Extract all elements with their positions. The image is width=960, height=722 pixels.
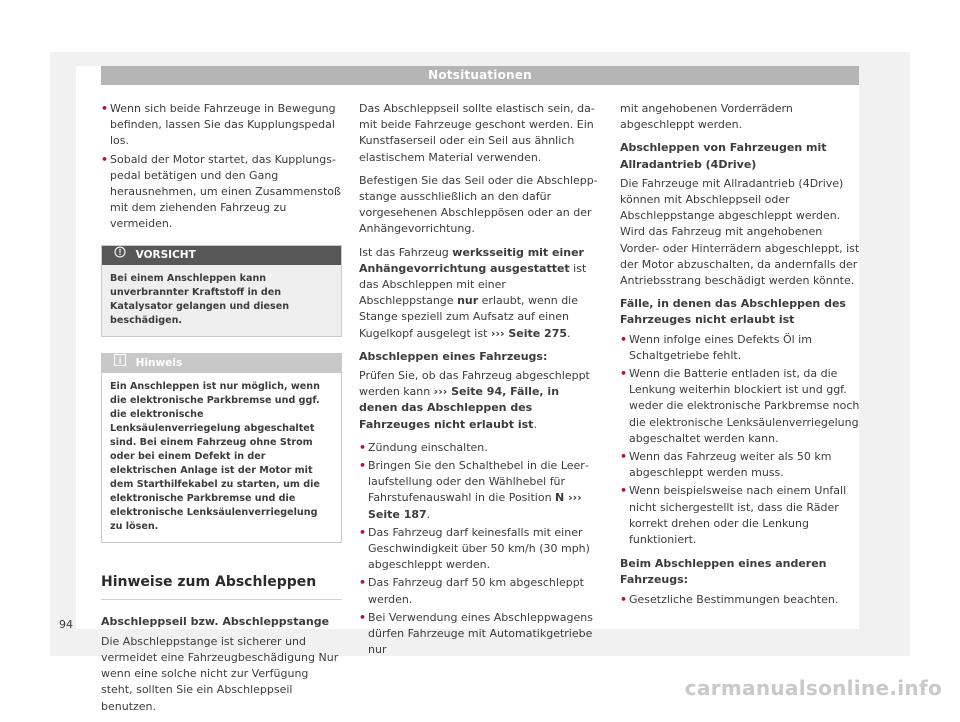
column-2 <box>359 101 600 661</box>
paragraph: Ist das Fahrzeug werksseitig mit einer Anhängevorrichtung ausgestattet ist das Abschleppen mit einer Abschleppstange nur erlaubt, wenn die Stange speziell zum Aufsatz auf einen Kugelkopf ausgelegt ist ››› Seite 275. <box>359 245 587 340</box>
paragraph: Die Abschleppstange ist sicherer und vermeidet eine Fahrzeugbeschädigung Nur wenn eine solche nicht zur Verfügung steht, sollten Sie ein Abschleppseil benutzen. <box>101 634 339 713</box>
list-item: • Zündung einschalten. <box>359 440 600 456</box>
page-reference-link[interactable]: N ››› Seite 187 <box>368 491 582 521</box>
caution-box <box>101 245 342 337</box>
info-icon <box>110 354 130 373</box>
subheading: Beim Abschleppen eines anderen Fahrzeugs: <box>620 557 827 587</box>
hint-text: Ein Anschleppen ist nur möglich, wenn die elektronische Parkbremse und ggf. die elektronische Lenksäulenverriegelung abgeschaltet sind. Bei einem Fahrzeug ohne Strom oder bei einem Defekt in der elektrischen Anlage ist der Motor mit dem Starthilfekabel zu starten, um die elektronische Parkbremse und die elektronische Lenksäulenverriegelung zu lösen. <box>102 373 341 542</box>
subheading: Abschleppseil bzw. Abschleppstange <box>101 614 330 628</box>
bullet-dot-icon: • <box>101 152 109 166</box>
paragraph: Befestigen Sie das Seil oder die Abschleppstange ausschließlich an den dafür vorgesehenen Abschleppösen oder an der Anhängevorrichtung. <box>359 173 598 236</box>
bullet-dot-icon: • <box>359 440 367 454</box>
list-item: • Das Fahrzeug darf keinesfalls mit einer Geschwindigkeit über 50 km/h (30 mph) abgeschleppt werden. <box>359 525 590 572</box>
list-item: • Sobald der Motor startet, das Kupplungspedal betätigen und den Gang herausnehmen, um einen Zusammenstoß mit dem ziehenden Fahrzeug zu vermeiden. <box>101 152 341 231</box>
chapter-header: Notsituationen <box>101 66 859 85</box>
bullet-dot-icon: • <box>359 576 367 590</box>
list-item: • Bei Verwendung eines Abschleppwagens dürfen Fahrzeuge mit Automatikgetriebe nur <box>359 610 593 657</box>
list-item: • Wenn das Fahrzeug weiter als 50 km abgeschleppt werden muss. <box>620 450 832 480</box>
list-item: • Bringen Sie den Schalthebel in die Leerlaufstellung oder den Wählhebel für Fahrstufenauswahl in die Position N ››› Seite 187. <box>359 459 589 521</box>
bullet-dot-icon: • <box>359 525 367 539</box>
hint-box <box>101 353 342 543</box>
hint-header: Hinweis <box>102 354 341 373</box>
bullet-dot-icon: • <box>620 592 628 606</box>
paragraph: Prüfen Sie, ob das Fahrzeug abgeschleppt werden kann ››› Seite 94, Fälle, in denen das Abschleppen des Fahrzeuges nicht erlaubt ist. <box>359 369 590 431</box>
caution-text: Bei einem Anschleppen kann unverbrannter Kraftstoff in den Katalysator gelangen und diesen beschädigen. <box>102 265 341 336</box>
list-item: • Wenn sich beide Fahrzeuge in Bewegung befinden, lassen Sie das Kupplungspedal los. <box>101 102 336 148</box>
bullet-dot-icon: • <box>359 459 367 473</box>
bullet-dot-icon: • <box>620 484 628 498</box>
subheading: Abschleppen eines Fahrzeugs: <box>359 349 548 363</box>
list-item: • Wenn infolge eines Defekts Öl im Schaltgetriebe fehlt. <box>620 332 812 362</box>
list-item: • Gesetzliche Bestimmungen beachten. <box>620 592 861 608</box>
paragraph: Das Abschleppseil sollte elastisch sein, damit beide Fahrzeuge geschont werden. Ein Kunstfaserseil oder ein Seil aus ähnlich elastischem Material verwenden. <box>359 102 595 164</box>
caution-header: VORSICHT <box>102 246 341 265</box>
bullet-dot-icon: • <box>620 450 628 464</box>
column-3 <box>620 101 861 610</box>
section-title: Hinweise zum Abschleppen <box>101 573 342 600</box>
exclamation-circle-icon <box>110 246 130 265</box>
subheading: Abschleppen von Fahrzeugen mit Allradantrieb (4Drive) <box>620 141 827 171</box>
bullet-dot-icon: • <box>101 102 109 115</box>
list-item: • Wenn beispielsweise nach einem Unfall nicht sichergestellt ist, dass die Räder korrekt drehen oder die Lenkung funktioniert. <box>620 484 847 547</box>
paragraph: Die Fahrzeuge mit Allradantrieb (4Drive) können mit Abschleppseil oder Abschleppstange abgeschleppt werden. Wird das Fahrzeug mit angehobenen Vorder- oder Hinterrädern abgeschleppt, ist der Motor abzuschalten, da andernfalls der Antriebsstrang beschädigt werden könnte. <box>620 176 860 288</box>
list-item: • Das Fahrzeug darf 50 km abgeschleppt werden. <box>359 576 584 606</box>
column-1 <box>101 101 342 722</box>
watermark: carmanualsonline.info <box>684 676 942 700</box>
list-item: • Wenn die Batterie entladen ist, da die Lenkung weiterhin blockiert ist und ggf. weder die elektronische Parkbremse noch die elektronische Lenksäulenverriegelung abgeschaltet werden kann. <box>620 367 860 445</box>
page-reference-link[interactable]: ››› Seite 94, Fälle, in denen das Abschleppen des Fahrzeuges nicht erlaubt ist <box>359 385 560 431</box>
bullet-dot-icon: • <box>620 332 628 346</box>
page-number: 94 <box>59 618 73 631</box>
paragraph: mit angehobenen Vorderrädern abgeschleppt werden. <box>620 102 793 132</box>
subheading: Fälle, in denen das Abschleppen des Fahrzeuges nicht erlaubt ist <box>620 297 846 327</box>
bullet-dot-icon: • <box>620 367 628 381</box>
bullet-dot-icon: • <box>359 610 367 624</box>
page-reference-link[interactable]: ››› Seite 275 <box>490 326 568 340</box>
